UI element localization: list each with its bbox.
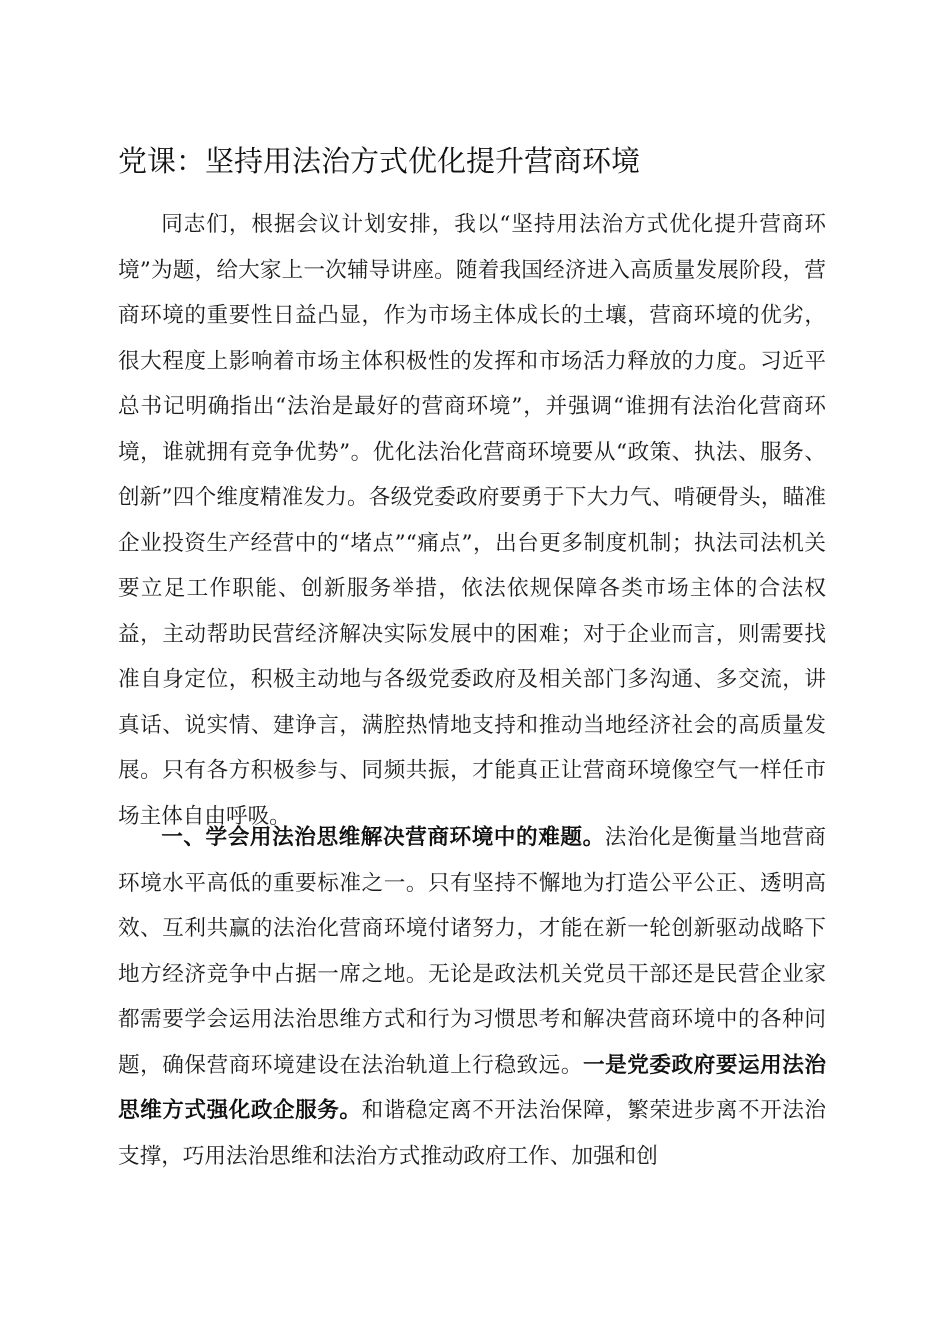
section-1-subheading: 一是党委政府要运用法治思维方式强化政企服务。	[118, 1052, 826, 1123]
section-1-paragraph	[118, 815, 826, 1179]
section-1-heading: 一、学会用法治思维解决营商环境中的难题。	[161, 825, 605, 850]
section-1-continuation-text: 和谐稳定离不开法治保障，繁荣进步离不开法治支撑，巧用法治思维和法治方式推动政府工作、加强和创	[118, 1098, 826, 1169]
section-1-text: 法治化是衡量当地营商环境水平高低的重要标准之一。只有坚持不懈地为打造公平公正、透明高效、互利共赢的法治化营商环境付诸努力，才能在新一轮创新驱动战略下地方经济竞争中占据一席之地。无论是政法机关党员干部还是民营企业家都需要学会运用法治思维方式和行为习惯思考和解决营商环境中的各种问题，确保营商环境建设在法治轨道上行稳致远。	[118, 825, 826, 1078]
document-title: 党课：坚持用法治方式优化提升营商环境	[118, 144, 641, 178]
intro-paragraph: 同志们，根据会议计划安排，我以“坚持用法治方式优化提升营商环境”为题，给大家上一次辅导讲座。随着我国经济进入高质量发展阶段，营商环境的重要性日益凸显，作为市场主体成长的土壤，营商环境的优劣，很大程度上影响着市场主体积极性的发挥和市场活力释放的力度。习近平总书记明确指出“法治是最好的营商环境”，并强调“谁拥有法治化营商环境，谁就拥有竞争优势”。优化法治化营商环境要从“政策、执法、服务、创新”四个维度精准发力。各级党委政府要勇于下大力气、啃硬骨头，瞄准企业投资生产经营中的“堵点”“痛点”，出台更多制度机制；执法司法机关要立足工作职能、创新服务举措，依法依规保障各类市场主体的合法权益，主动帮助民营经济解决实际发展中的困难；对于企业而言，则需要找准自身定位，积极主动地与各级党委政府及相关部门多沟通、多交流，讲真话、说实情、建诤言，满腔热情地支持和推动当地经济社会的高质量发展。只有各方积极参与、同频共振，才能真正让营商环境像空气一样任市场主体自由呼吸。	[118, 212, 826, 829]
